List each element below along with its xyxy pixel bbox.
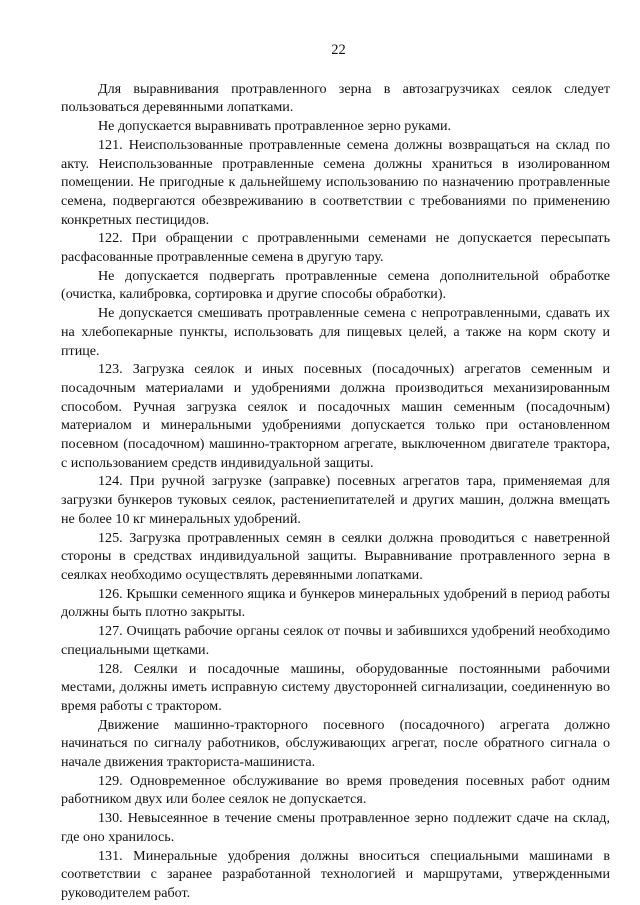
paragraph-124: 124. При ручной загрузке (заправке) посевных агрегатов тара, применяемая для загрузки бункеров туковых сеялок, растениепитателей и других машин, должна вмещать не более 10 кг минеральных удобрений. bbox=[61, 473, 610, 527]
paragraph-128: 128. Сеялки и посадочные машины, оборудованные постоянными рабочими местами, должны иметь исправную систему двусторонней сигнализации, соединенную во время работы с трактором. bbox=[61, 660, 610, 714]
paragraph-no-hands: Не допускается выравнивать протравленное зерно руками. bbox=[98, 118, 452, 135]
paragraph-127: 127. Очищать рабочие органы сеялок от почвы и забившихся удобрений необходимо специальными щетками. bbox=[61, 623, 610, 658]
paragraph-123: 123. Загрузка сеялок и иных посевных (посадочных) агрегатов семенным и посадочным материалами и удобрениями должна производиться механизированным способом. Ручная загрузка сеялок и посадочных машин семенным (посадочным) материалом и минеральными удобрениями допускается только при остановленном посевном (посадочном) машинно-тракторном агрегате, выключенном двигателе трактора, с использованием средств индивидуальной защиты. bbox=[61, 361, 610, 471]
paragraph-122-mixing: Не допускается смешивать протравленные семена с непротравленными, сдавать их на хлебопекарные пункты, использовать для пищевых целей, а также на корм скоту и птице. bbox=[61, 305, 610, 359]
paragraph-121: 121. Неиспользованные протравленные семена должны возвращаться на склад по акту. Неиспользованные протравленные семена должны храниться в изолированном помещении. Не пригодные к дальнейшему использованию по назначению протравленные семена, подвергаются обезвреживанию в соответствии с требованиями по применению конкретных пестицидов. bbox=[61, 136, 610, 228]
paragraph-131: 131. Минеральные удобрения должны вноситься специальными машинами в соответствии с заранее разработанной технологией и маршрутами, утвержденными руководителем работ. bbox=[61, 847, 610, 901]
paragraph-125: 125. Загрузка протравленных семян в сеялки должна проводиться с наветренной стороны в средствах индивидуальной защиты. Выравнивание протравленного зерна в сеялках необходимо осуществлять деревянными лопатками. bbox=[61, 529, 610, 583]
paragraph-126: 126. Крышки семенного ящика и бункеров минеральных удобрений в период работы должны быть плотно закрыты. bbox=[61, 585, 610, 621]
paragraph-130: 130. Невысеянное в течение смены протравленное зерно подлежит сдаче на склад, где оно хранилось. bbox=[61, 810, 610, 845]
paragraph-122: 122. При обращении с протравленными семенами не допускается пересыпать расфасованные протравленные семена в другую тару. bbox=[61, 230, 610, 266]
paragraph-intro-leveling: Для выравнивания протравленного зерна в автозагрузчиках сеялок следует пользоваться деревянными лопатками. bbox=[61, 80, 610, 116]
paragraph-128-movement: Движение машинно-тракторного посевного (посадочного) агрегата должно начинаться по сигналу работников, обслуживающих агрегат, после обратного сигнала о начале движения тракториста-машиниста. bbox=[61, 716, 610, 771]
paragraph-129: 129. Одновременное обслуживание во время проведения посевных работ одним работником двух или более сеялок не допускается. bbox=[61, 772, 610, 808]
page-number: 22 bbox=[331, 42, 346, 58]
paragraph-122-processing: Не допускается подвергать протравленные семена дополнительной обработке (очистка, калибровка, сортировка и другие способы обработки). bbox=[61, 267, 610, 303]
